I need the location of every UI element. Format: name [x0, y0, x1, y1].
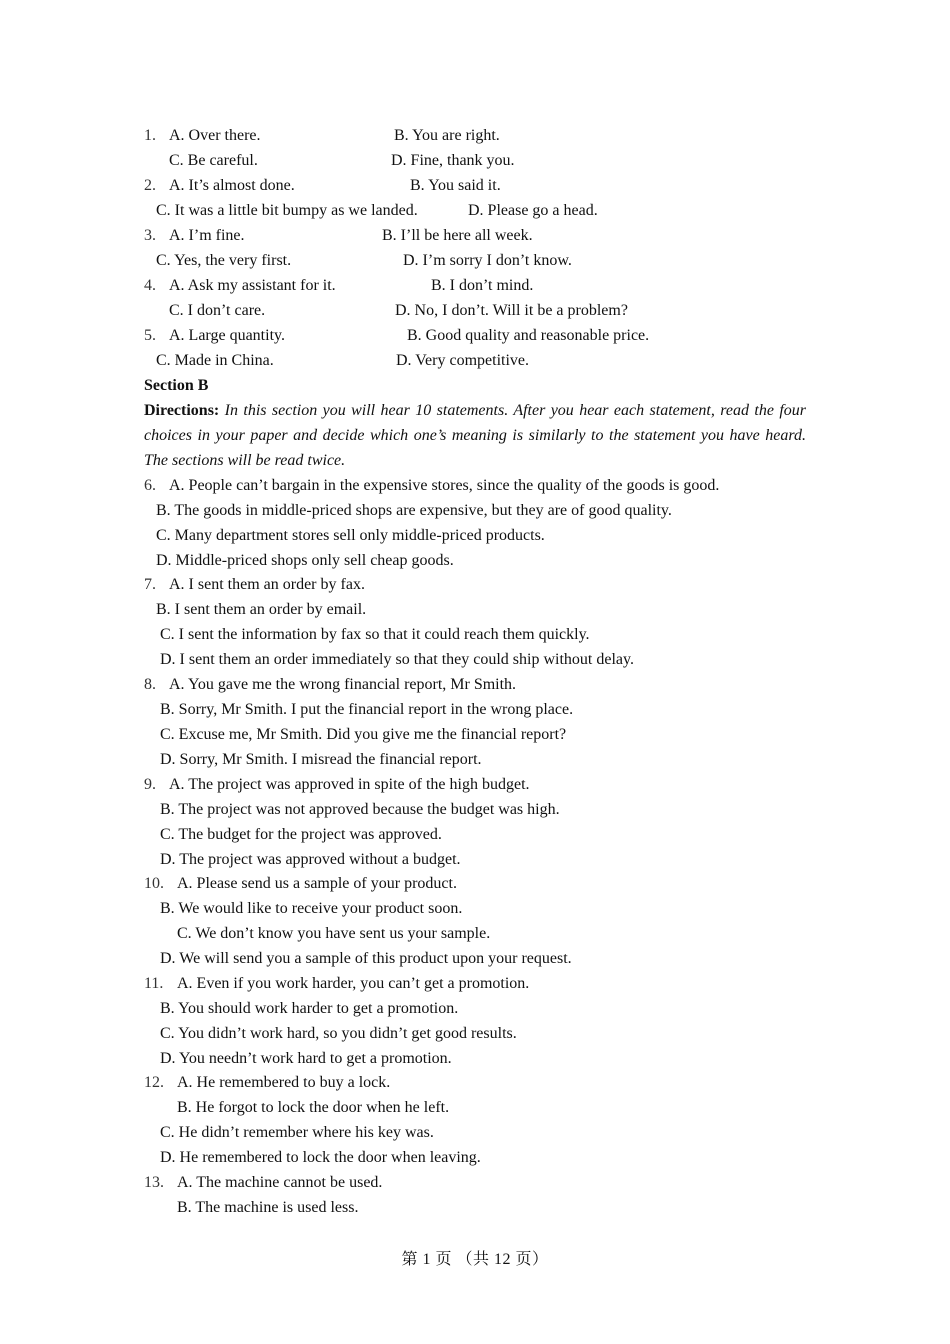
option-c: C. He didn’t remember where his key was.	[160, 1124, 434, 1141]
directions-paragraph	[144, 398, 806, 473]
option-b: B. I don’t mind.	[431, 277, 534, 294]
question-number: 5.	[144, 327, 156, 344]
option-b: B. I sent them an order by email.	[156, 601, 367, 618]
option-c: C. Yes, the very first.	[156, 252, 292, 269]
question-number: 10.	[144, 875, 164, 892]
option-c: C. Be careful.	[169, 152, 258, 169]
option-a: A. He remembered to buy a lock.	[177, 1074, 391, 1091]
page-footer: 第 1 页 （共 12 页）	[401, 1251, 549, 1268]
option-c: C. I don’t care.	[169, 302, 266, 319]
option-b: B. He forgot to lock the door when he left.	[177, 1099, 450, 1116]
option-d: D. You needn’t work hard to get a promotion.	[160, 1050, 452, 1067]
option-a: A. Even if you work harder, you can’t get a promotion.	[177, 975, 530, 992]
option-a: A. The project was approved in spite of the high budget.	[169, 776, 530, 793]
option-d: D. He remembered to lock the door when leaving.	[160, 1149, 481, 1166]
option-d: D. Fine, thank you.	[391, 152, 515, 169]
option-b: B. The machine is used less.	[177, 1199, 359, 1216]
question-number: 13.	[144, 1174, 164, 1191]
option-a: A. Large quantity.	[169, 327, 285, 344]
option-d: D. The project was approved without a budget.	[160, 851, 461, 868]
question-number: 8.	[144, 676, 156, 693]
option-d: D. I sent them an order immediately so that they could ship without delay.	[160, 651, 634, 668]
question-number: 6.	[144, 477, 156, 494]
option-d: D. We will send you a sample of this product upon your request.	[160, 950, 572, 967]
option-c: C. Excuse me, Mr Smith. Did you give me the financial report?	[160, 726, 567, 743]
option-d: D. Middle-priced shops only sell cheap goods.	[156, 552, 454, 569]
option-b: B. You should work harder to get a promotion.	[160, 1000, 459, 1017]
question-number: 11.	[144, 975, 164, 992]
directions-label: Directions:	[144, 402, 220, 419]
option-d: D. I’m sorry I don’t know.	[403, 252, 572, 269]
question-number: 1.	[144, 127, 156, 144]
option-a: A. I’m fine.	[169, 227, 245, 244]
option-d: D. Very competitive.	[396, 352, 530, 369]
question-number: 3.	[144, 227, 156, 244]
question-number: 7.	[144, 576, 156, 593]
option-a: A. You gave me the wrong financial report, Mr Smith.	[169, 676, 517, 693]
option-b: B. You are right.	[394, 127, 500, 144]
question-number: 4.	[144, 277, 156, 294]
option-c: C. The budget for the project was approved.	[160, 826, 442, 843]
option-c: C. We don’t know you have sent us your sample.	[177, 925, 491, 942]
directions-text: In this section you will hear 10 statements. After you hear each statement, read the four choices in your paper and decide which one’s meaning is similarly to the statement you have heard. The sections will be read twice.	[144, 402, 807, 469]
option-b: B. The goods in middle-priced shops are expensive, but they are of good quality.	[156, 502, 672, 519]
option-b: B. I’ll be here all week.	[382, 227, 533, 244]
option-c: C. You didn’t work hard, so you didn’t get good results.	[160, 1025, 517, 1042]
option-b: B. Sorry, Mr Smith. I put the financial report in the wrong place.	[160, 701, 574, 718]
option-a: A. The machine cannot be used.	[177, 1174, 383, 1191]
option-a: A. Over there.	[169, 127, 261, 144]
option-a: A. Please send us a sample of your product.	[177, 875, 457, 892]
option-b: B. You said it.	[410, 177, 501, 194]
option-b: B. We would like to receive your product soon.	[160, 900, 463, 917]
question-number: 12.	[144, 1074, 164, 1091]
option-c: C. I sent the information by fax so that it could reach them quickly.	[160, 626, 590, 643]
option-c: C. It was a little bit bumpy as we landed.	[156, 202, 418, 219]
option-a: A. I sent them an order by fax.	[169, 576, 365, 593]
option-d: D. Sorry, Mr Smith. I misread the financial report.	[160, 751, 482, 768]
question-number: 2.	[144, 177, 156, 194]
option-b: B. The project was not approved because the budget was high.	[160, 801, 560, 818]
option-a: A. It’s almost done.	[169, 177, 295, 194]
option-a: A. People can’t bargain in the expensive stores, since the quality of the goods is good.	[169, 477, 720, 494]
option-b: B. Good quality and reasonable price.	[407, 327, 650, 344]
question-number: 9.	[144, 776, 156, 793]
option-c: C. Many department stores sell only middle-priced products.	[156, 527, 545, 544]
option-d: D. No, I don’t. Will it be a problem?	[395, 302, 628, 319]
option-a: A. Ask my assistant for it.	[169, 277, 336, 294]
section-b-heading: Section B	[144, 377, 209, 394]
option-d: D. Please go a head.	[468, 202, 598, 219]
option-c: C. Made in China.	[156, 352, 274, 369]
